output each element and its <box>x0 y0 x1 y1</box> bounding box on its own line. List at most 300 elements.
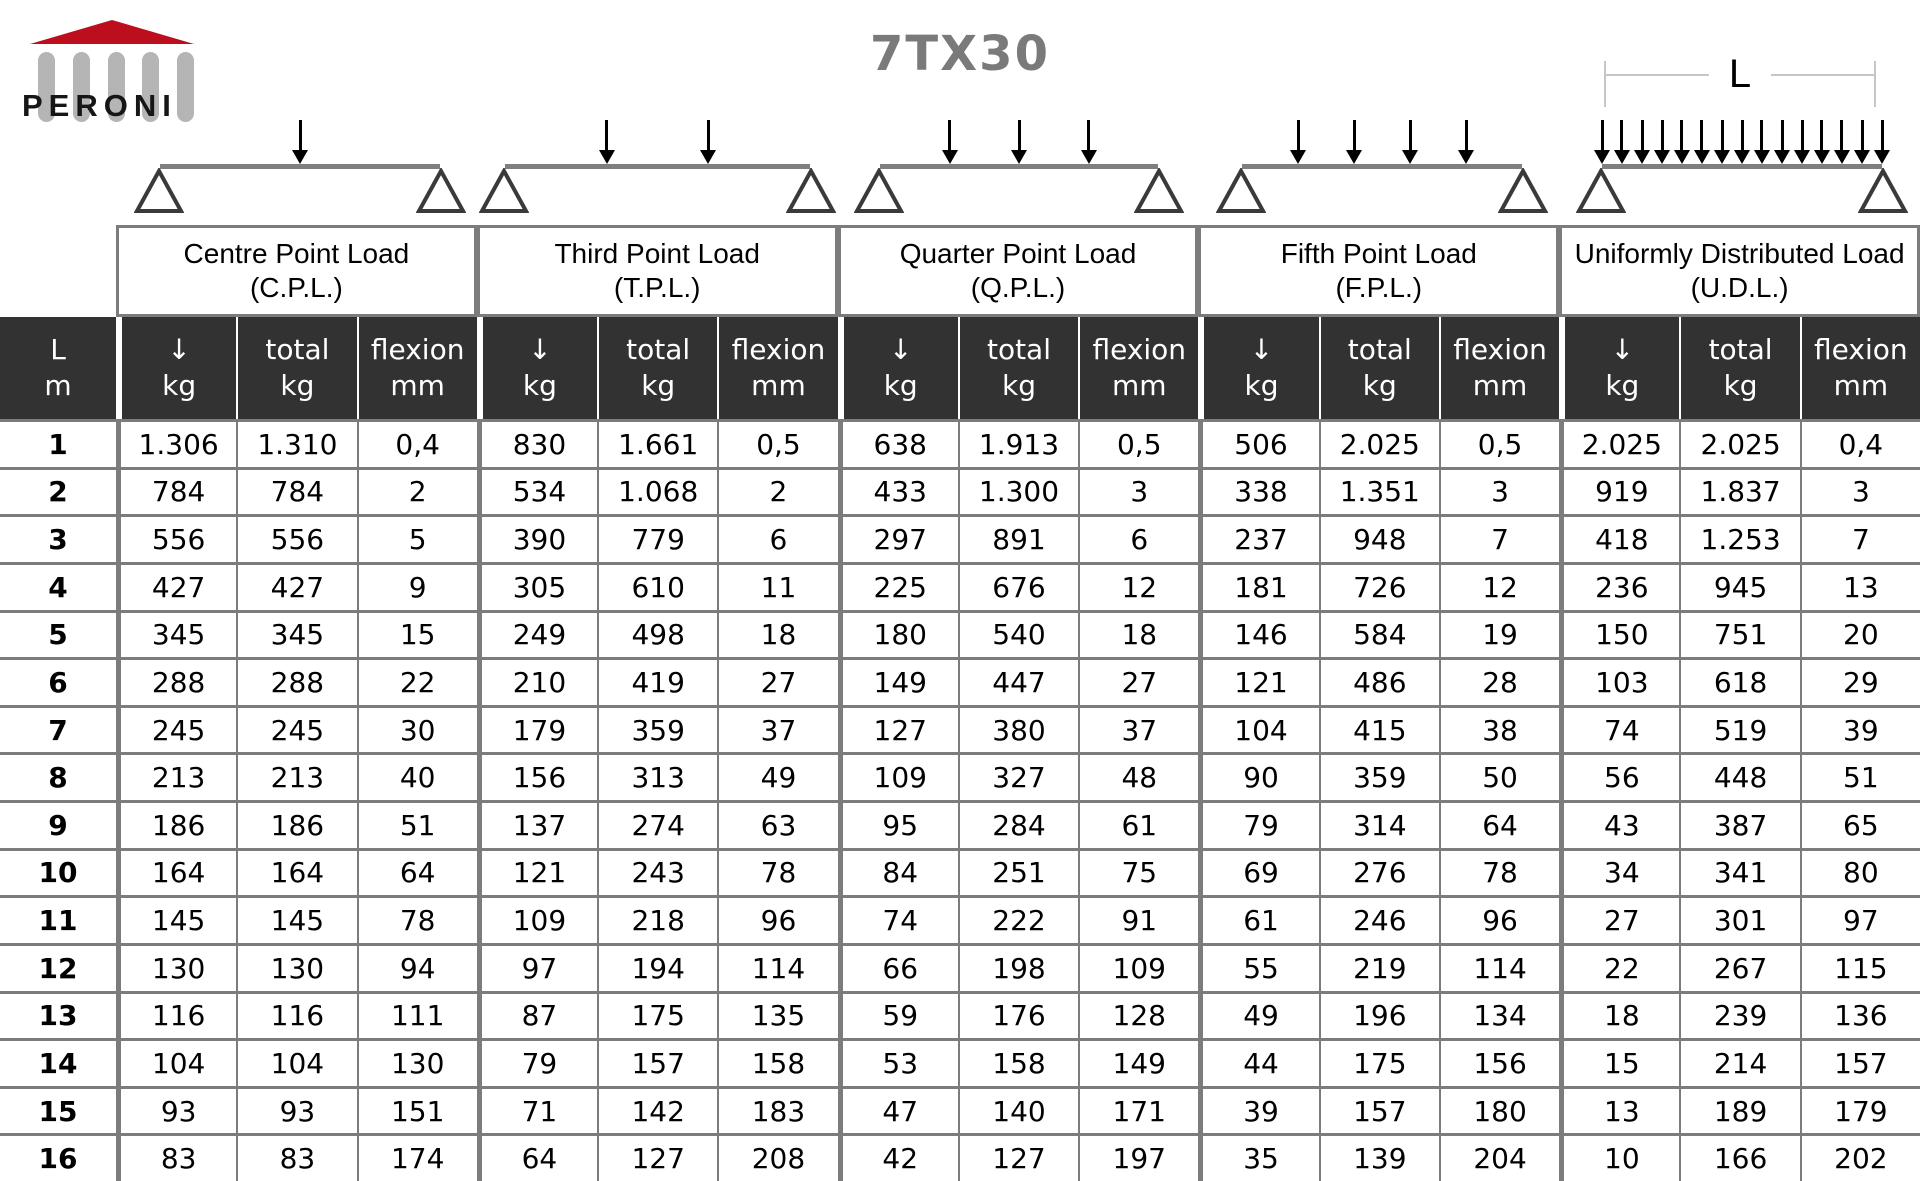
value-cell: 97 <box>477 946 597 991</box>
length-cell: 16 <box>0 1136 116 1181</box>
value-cell: 556 <box>116 517 236 562</box>
column-header: ↓ kg <box>116 317 236 419</box>
arrows <box>880 120 1158 166</box>
value-cell: 5 <box>357 517 477 562</box>
value-cell: 506 <box>1198 422 1318 467</box>
value-cell: 29 <box>1800 660 1920 705</box>
support-triangle-icon <box>1216 168 1266 214</box>
beam <box>1602 164 1882 169</box>
value-cell: 305 <box>477 565 597 610</box>
value-cell: 498 <box>597 613 717 658</box>
value-cell: 1.300 <box>958 470 1078 515</box>
value-cell: 37 <box>717 708 837 753</box>
value-cell: 116 <box>116 994 236 1039</box>
value-cell: 127 <box>838 708 958 753</box>
value-cell: 22 <box>357 660 477 705</box>
value-cell: 83 <box>116 1136 236 1181</box>
value-cell: 338 <box>1198 470 1318 515</box>
value-cell: 80 <box>1800 851 1920 896</box>
value-cell: 1.913 <box>958 422 1078 467</box>
arrows <box>160 120 440 166</box>
value-cell: 1.306 <box>116 422 236 467</box>
value-cell: 6 <box>1078 517 1198 562</box>
value-cell: 179 <box>1800 1089 1920 1134</box>
group-title: Quarter Point Load <box>899 238 1137 269</box>
value-cell: 345 <box>116 613 236 658</box>
group-header-tpl <box>477 225 838 317</box>
table-row <box>0 1086 1920 1134</box>
value-cell: 142 <box>597 1089 717 1134</box>
value-cell: 40 <box>357 755 477 800</box>
value-cell: 945 <box>1679 565 1799 610</box>
value-cell: 196 <box>1319 994 1439 1039</box>
value-cell: 39 <box>1800 708 1920 753</box>
value-cell: 156 <box>1439 1041 1559 1086</box>
value-cell: 213 <box>236 755 356 800</box>
value-cell: 251 <box>958 851 1078 896</box>
value-cell: 415 <box>1319 708 1439 753</box>
span-length-dimension <box>1604 52 1876 110</box>
value-cell: 9 <box>357 565 477 610</box>
value-cell: 19 <box>1439 613 1559 658</box>
value-cell: 6 <box>717 517 837 562</box>
value-cell: 78 <box>717 851 837 896</box>
value-cell: 198 <box>958 946 1078 991</box>
length-cell: 9 <box>0 803 116 848</box>
value-cell: 145 <box>116 898 236 943</box>
value-cell: 44 <box>1198 1041 1318 1086</box>
value-cell: 2.025 <box>1679 422 1799 467</box>
value-cell: 49 <box>717 755 837 800</box>
value-cell: 166 <box>1679 1136 1799 1181</box>
length-cell: 4 <box>0 565 116 610</box>
value-cell: 2 <box>357 470 477 515</box>
value-cell: 387 <box>1679 803 1799 848</box>
value-cell: 128 <box>1078 994 1198 1039</box>
value-cell: 74 <box>1559 708 1679 753</box>
value-cell: 109 <box>1078 946 1198 991</box>
value-cell: 65 <box>1800 803 1920 848</box>
column-header: ↓ kg <box>477 317 597 419</box>
support-triangle-icon <box>416 168 466 214</box>
group-abbr: (C.P.L.) <box>249 272 343 303</box>
length-cell: 13 <box>0 994 116 1039</box>
column-header: ↓ kg <box>1198 317 1318 419</box>
value-cell: 56 <box>1559 755 1679 800</box>
value-cell: 18 <box>1078 613 1198 658</box>
value-cell: 313 <box>597 755 717 800</box>
value-cell: 180 <box>838 613 958 658</box>
value-cell: 156 <box>477 755 597 800</box>
value-cell: 1.253 <box>1679 517 1799 562</box>
table-row <box>0 991 1920 1039</box>
value-cell: 204 <box>1439 1136 1559 1181</box>
value-cell: 27 <box>1078 660 1198 705</box>
value-cell: 79 <box>1198 803 1318 848</box>
value-cell: 214 <box>1679 1041 1799 1086</box>
table-row <box>0 943 1920 991</box>
value-cell: 222 <box>958 898 1078 943</box>
value-cell: 28 <box>1439 660 1559 705</box>
value-cell: 55 <box>1198 946 1318 991</box>
value-cell: 288 <box>116 660 236 705</box>
group-header-udl <box>1559 225 1920 317</box>
value-cell: 13 <box>1559 1089 1679 1134</box>
length-cell: 2 <box>0 470 116 515</box>
value-cell: 618 <box>1679 660 1799 705</box>
value-cell: 380 <box>958 708 1078 753</box>
value-cell: 140 <box>958 1089 1078 1134</box>
value-cell: 1.351 <box>1319 470 1439 515</box>
column-header: flexion mm <box>1800 317 1920 419</box>
value-cell: 341 <box>1679 851 1799 896</box>
value-cell: 186 <box>236 803 356 848</box>
value-cell: 114 <box>1439 946 1559 991</box>
value-cell: 71 <box>477 1089 597 1134</box>
value-cell: 427 <box>236 565 356 610</box>
value-cell: 91 <box>1078 898 1198 943</box>
value-cell: 784 <box>116 470 236 515</box>
table-row <box>0 562 1920 610</box>
value-cell: 556 <box>236 517 356 562</box>
value-cell: 288 <box>236 660 356 705</box>
value-cell: 95 <box>838 803 958 848</box>
support-triangle-icon <box>134 168 184 214</box>
value-cell: 7 <box>1439 517 1559 562</box>
value-cell: 1.837 <box>1679 470 1799 515</box>
value-cell: 12 <box>1439 565 1559 610</box>
value-cell: 183 <box>717 1089 837 1134</box>
value-cell: 1.068 <box>597 470 717 515</box>
value-cell: 130 <box>357 1041 477 1086</box>
value-cell: 534 <box>477 470 597 515</box>
value-cell: 93 <box>116 1089 236 1134</box>
value-cell: 90 <box>1198 755 1318 800</box>
value-cell: 2.025 <box>1319 422 1439 467</box>
length-cell: 11 <box>0 898 116 943</box>
value-cell: 164 <box>116 851 236 896</box>
length-cell: 7 <box>0 708 116 753</box>
column-header: total kg <box>958 317 1078 419</box>
value-cell: 93 <box>236 1089 356 1134</box>
value-cell: 164 <box>236 851 356 896</box>
value-cell: 519 <box>1679 708 1799 753</box>
dimension-tick-right <box>1874 61 1876 107</box>
value-cell: 0,5 <box>1078 422 1198 467</box>
value-cell: 245 <box>236 708 356 753</box>
value-cell: 267 <box>1679 946 1799 991</box>
value-cell: 225 <box>838 565 958 610</box>
value-cell: 171 <box>1078 1089 1198 1134</box>
support-triangle-icon <box>1498 168 1548 214</box>
column-header: flexion mm <box>1078 317 1198 419</box>
value-cell: 0,4 <box>357 422 477 467</box>
value-cell: 2 <box>717 470 837 515</box>
value-cell: 79 <box>477 1041 597 1086</box>
value-cell: 51 <box>1800 755 1920 800</box>
support-triangle-icon <box>479 168 529 214</box>
length-cell: 15 <box>0 1089 116 1134</box>
value-cell: 301 <box>1679 898 1799 943</box>
value-cell: 726 <box>1319 565 1439 610</box>
value-cell: 751 <box>1679 613 1799 658</box>
value-cell: 448 <box>1679 755 1799 800</box>
group-header-cpl <box>116 225 477 317</box>
value-cell: 64 <box>477 1136 597 1181</box>
group-abbr: (T.P.L.) <box>613 272 701 303</box>
value-cell: 175 <box>1319 1041 1439 1086</box>
value-cell: 418 <box>1559 517 1679 562</box>
arrows <box>1602 120 1882 166</box>
value-cell: 0,4 <box>1800 422 1920 467</box>
value-cell: 74 <box>838 898 958 943</box>
value-cell: 121 <box>477 851 597 896</box>
value-cell: 189 <box>1679 1089 1799 1134</box>
value-cell: 104 <box>1198 708 1318 753</box>
value-cell: 50 <box>1439 755 1559 800</box>
quarter-point-load-diagram <box>880 120 1158 222</box>
beam <box>1242 164 1522 169</box>
value-cell: 34 <box>1559 851 1679 896</box>
column-header: total kg <box>1319 317 1439 419</box>
value-cell: 83 <box>236 1136 356 1181</box>
value-cell: 158 <box>717 1041 837 1086</box>
length-cell: 5 <box>0 613 116 658</box>
length-label: L <box>1709 52 1771 96</box>
value-cell: 96 <box>1439 898 1559 943</box>
value-cell: 11 <box>717 565 837 610</box>
value-cell: 97 <box>1800 898 1920 943</box>
value-cell: 246 <box>1319 898 1439 943</box>
uniformly-distributed-load-diagram <box>1602 120 1882 222</box>
value-cell: 1.661 <box>597 422 717 467</box>
table-corner-spacer <box>0 225 116 317</box>
value-cell: 63 <box>717 803 837 848</box>
value-cell: 37 <box>1078 708 1198 753</box>
value-cell: 359 <box>597 708 717 753</box>
value-cell: 1.310 <box>236 422 356 467</box>
group-title: Centre Point Load <box>183 238 410 269</box>
value-cell: 219 <box>1319 946 1439 991</box>
value-cell: 243 <box>597 851 717 896</box>
page-title: 7TX30 <box>870 26 1050 82</box>
value-cell: 130 <box>116 946 236 991</box>
value-cell: 158 <box>958 1041 1078 1086</box>
arrows <box>1242 120 1522 166</box>
table-row <box>0 848 1920 896</box>
value-cell: 175 <box>597 994 717 1039</box>
value-cell: 84 <box>838 851 958 896</box>
value-cell: 149 <box>838 660 958 705</box>
group-abbr: (U.D.L.) <box>1690 272 1789 303</box>
value-cell: 447 <box>958 660 1078 705</box>
support-triangle-icon <box>1134 168 1184 214</box>
value-cell: 134 <box>1439 994 1559 1039</box>
fifth-point-load-diagram <box>1242 120 1522 222</box>
value-cell: 146 <box>1198 613 1318 658</box>
value-cell: 149 <box>1078 1041 1198 1086</box>
value-cell: 94 <box>357 946 477 991</box>
table-row <box>0 895 1920 943</box>
value-cell: 237 <box>1198 517 1318 562</box>
value-cell: 236 <box>1559 565 1679 610</box>
value-cell: 208 <box>717 1136 837 1181</box>
value-cell: 115 <box>1800 946 1920 991</box>
length-cell: 1 <box>0 422 116 467</box>
value-cell: 584 <box>1319 613 1439 658</box>
value-cell: 3 <box>1078 470 1198 515</box>
length-cell: 3 <box>0 517 116 562</box>
beam <box>505 164 810 169</box>
value-cell: 174 <box>357 1136 477 1181</box>
value-cell: 114 <box>717 946 837 991</box>
value-cell: 59 <box>838 994 958 1039</box>
support-triangle-icon <box>1858 168 1908 214</box>
column-header: ↓ kg <box>838 317 958 419</box>
value-cell: 61 <box>1198 898 1318 943</box>
third-point-load-diagram <box>505 120 810 222</box>
value-cell: 15 <box>357 613 477 658</box>
value-cell: 180 <box>1439 1089 1559 1134</box>
column-header: flexion mm <box>717 317 837 419</box>
value-cell: 0,5 <box>1439 422 1559 467</box>
group-title: Fifth Point Load <box>1280 238 1477 269</box>
value-cell: 13 <box>1800 565 1920 610</box>
value-cell: 297 <box>838 517 958 562</box>
value-cell: 891 <box>958 517 1078 562</box>
column-header: total kg <box>597 317 717 419</box>
table-row <box>0 752 1920 800</box>
value-cell: 830 <box>477 422 597 467</box>
value-cell: 194 <box>597 946 717 991</box>
column-header: total kg <box>1679 317 1799 419</box>
brand-name: PERONI <box>22 88 177 123</box>
value-cell: 218 <box>597 898 717 943</box>
value-cell: 186 <box>116 803 236 848</box>
dimension-tick-left <box>1604 61 1606 107</box>
value-cell: 18 <box>1559 994 1679 1039</box>
beam <box>160 164 440 169</box>
value-cell: 427 <box>116 565 236 610</box>
value-cell: 274 <box>597 803 717 848</box>
value-cell: 638 <box>838 422 958 467</box>
length-cell: 10 <box>0 851 116 896</box>
table-row <box>0 705 1920 753</box>
value-cell: 202 <box>1800 1136 1920 1181</box>
value-cell: 284 <box>958 803 1078 848</box>
value-cell: 64 <box>1439 803 1559 848</box>
group-abbr: (F.P.L.) <box>1335 272 1423 303</box>
value-cell: 145 <box>236 898 356 943</box>
value-cell: 327 <box>958 755 1078 800</box>
value-cell: 27 <box>717 660 837 705</box>
length-cell: 12 <box>0 946 116 991</box>
table-row <box>0 514 1920 562</box>
value-cell: 779 <box>597 517 717 562</box>
value-cell: 35 <box>1198 1136 1318 1181</box>
value-cell: 7 <box>1800 517 1920 562</box>
value-cell: 157 <box>597 1041 717 1086</box>
length-cell: 14 <box>0 1041 116 1086</box>
length-cell: 8 <box>0 755 116 800</box>
value-cell: 433 <box>838 470 958 515</box>
value-cell: 96 <box>717 898 837 943</box>
value-cell: 139 <box>1319 1136 1439 1181</box>
support-triangle-icon <box>786 168 836 214</box>
value-cell: 48 <box>1078 755 1198 800</box>
length-column-header: L m <box>0 317 116 419</box>
value-cell: 20 <box>1800 613 1920 658</box>
value-cell: 276 <box>1319 851 1439 896</box>
value-cell: 197 <box>1078 1136 1198 1181</box>
value-cell: 49 <box>1198 994 1318 1039</box>
value-cell: 51 <box>357 803 477 848</box>
value-cell: 127 <box>958 1136 1078 1181</box>
value-cell: 109 <box>477 898 597 943</box>
value-cell: 239 <box>1679 994 1799 1039</box>
value-cell: 136 <box>1800 994 1920 1039</box>
column-header: flexion mm <box>1439 317 1559 419</box>
value-cell: 0,5 <box>717 422 837 467</box>
value-cell: 157 <box>1319 1089 1439 1134</box>
value-cell: 610 <box>597 565 717 610</box>
beam <box>880 164 1158 169</box>
value-cell: 30 <box>357 708 477 753</box>
value-cell: 121 <box>1198 660 1318 705</box>
value-cell: 3 <box>1439 470 1559 515</box>
value-cell: 38 <box>1439 708 1559 753</box>
value-cell: 249 <box>477 613 597 658</box>
load-table <box>0 225 1920 1181</box>
value-cell: 137 <box>477 803 597 848</box>
value-cell: 179 <box>477 708 597 753</box>
value-cell: 151 <box>357 1089 477 1134</box>
group-header-row <box>0 225 1920 317</box>
table-row <box>0 657 1920 705</box>
value-cell: 87 <box>477 994 597 1039</box>
value-cell: 540 <box>958 613 1078 658</box>
value-cell: 47 <box>838 1089 958 1134</box>
value-cell: 75 <box>1078 851 1198 896</box>
length-cell: 6 <box>0 660 116 705</box>
value-cell: 111 <box>357 994 477 1039</box>
value-cell: 64 <box>357 851 477 896</box>
value-cell: 103 <box>1559 660 1679 705</box>
value-cell: 43 <box>1559 803 1679 848</box>
centre-point-load-diagram <box>160 120 440 222</box>
value-cell: 919 <box>1559 470 1679 515</box>
value-cell: 210 <box>477 660 597 705</box>
value-cell: 18 <box>717 613 837 658</box>
value-cell: 150 <box>1559 613 1679 658</box>
value-cell: 2.025 <box>1559 422 1679 467</box>
value-cell: 359 <box>1319 755 1439 800</box>
value-cell: 78 <box>357 898 477 943</box>
value-cell: 486 <box>1319 660 1439 705</box>
value-cell: 676 <box>958 565 1078 610</box>
value-cell: 213 <box>116 755 236 800</box>
value-cell: 53 <box>838 1041 958 1086</box>
value-cell: 42 <box>838 1136 958 1181</box>
column-header: flexion mm <box>357 317 477 419</box>
value-cell: 419 <box>597 660 717 705</box>
value-cell: 130 <box>236 946 356 991</box>
value-cell: 116 <box>236 994 356 1039</box>
table-row <box>0 419 1920 467</box>
value-cell: 176 <box>958 994 1078 1039</box>
value-cell: 127 <box>597 1136 717 1181</box>
value-cell: 3 <box>1800 470 1920 515</box>
